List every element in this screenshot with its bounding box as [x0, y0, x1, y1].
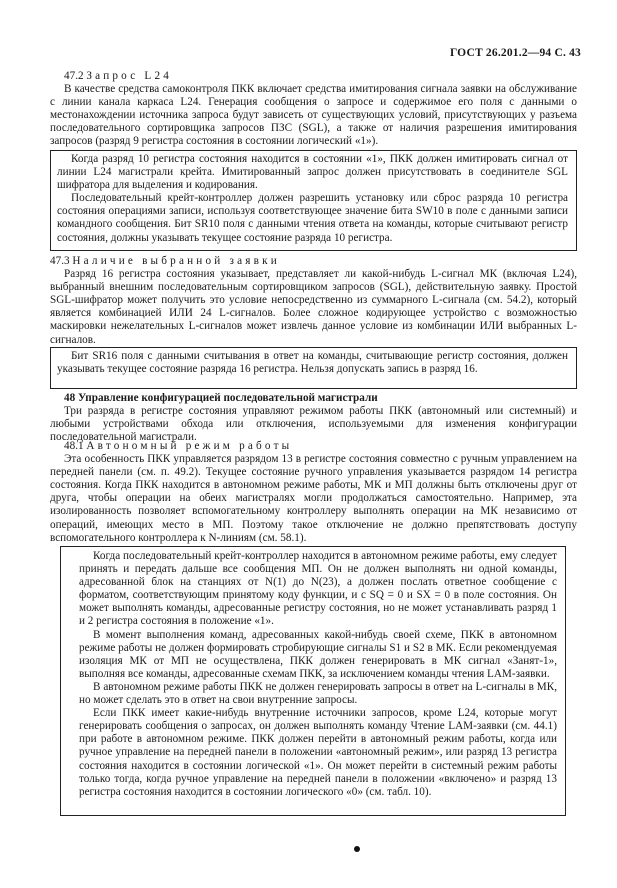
- section-48-title: 48 Управление конфигурацией последовательной магистрали: [64, 392, 378, 404]
- page-bullet-mark: [354, 846, 360, 852]
- requirement-48-1-4: Если ПКК имеет какие-нибудь внутренние источники запросов, кроме L24, которые могут генерировать сообщения о запросах, он должен выполнять команду Чтение LAM-заявки (см. 44.1) при работе в автономном режиме. ПКК должен перейти в автономный режим работы, когда или ручное управление на передней панели в положении «автономный режим», или разряд 13 регистра состояния находится в состоянии логической «1». Он может перейти в системный режим работы только тогда, когда ручное управление на передней панели в положении «включено» и разряд 13 регистра состояния находится в состоянии логического «0» (см. табл. 10).: [79, 707, 557, 798]
- section-48-1-heading: [50, 440, 577, 453]
- section-47-2-title: Запрос L24: [86, 70, 173, 82]
- section-48-1-number: 48.1: [64, 440, 84, 452]
- requirement-48-1-2: В момент выполнения команд, адресованных какой-нибудь своей схеме, ПКК в автономном режиме работы не должен формировать стробирующие сигналы S1 и S2 в МК. Если рекомендуемая изоляция МК от МП не осуществлена, ПКК должен генерировать в МК сигнал «Занят-1», выполняя все команды, адресованные схемам ПКК, за исключением команды чтения LAM-заявки.: [79, 628, 557, 680]
- section-48-1-title: Автономный режим работы: [86, 440, 293, 452]
- page-header: ГОСТ 26.201.2—94 С. 43: [449, 47, 581, 59]
- requirement-48-1-3: В автономном режиме работы ПКК не должен генерировать запросы в ответ на L-сигналы в МК, но может сделать это в ответ на свои внутренние запросы.: [79, 680, 557, 707]
- section-47-2-paragraph: В качестве средства самоконтроля ПКК включает средства имитирования сигнала заявки на обслуживание с линии канала каркаса L24. Генерация сообщения о запросе и содержимое его поля с данными о местонахождении источника запроса будут зависеть от существующих условий, присутствующих у разъема последовательного сортировщика запросов ПЗС (SGL), а также от наличия разрешения имитирования запросов (разряд 9 регистра состояния в состоянии логический «1»).: [50, 83, 577, 148]
- requirement-47-2-1: Когда разряд 10 регистра состояния находится в состоянии «1», ПКК должен имитировать сигнал от линии L24 магистрали крейта. Имитированный запрос должен присутствовать в соединителе SGL шифратора для выделения и кодирования.: [57, 153, 568, 192]
- requirement-48-1-1: Когда последовательный крейт-контроллер находится в автономном режиме работы, ему следует принять и передать дальше все сообщения МП. Он не должен выполнять ни одной команды, адресованной блок на станциях от N(1) до N(23), а должен послать ответное сообщение с форматом, соответствующим принятому коду функции, и с SQ = 0 и SX = 0 в поле состояния. Он может выполнять команды, адресованные регистру состояния, но не может устанавливать разряд 1 и 2 регистра состояния в положение «1».: [79, 550, 557, 628]
- section-47-3-number: 47.3: [50, 255, 70, 267]
- requirement-box-47-2: [50, 150, 577, 251]
- requirement-box-47-3: [50, 347, 577, 389]
- section-48: [50, 392, 577, 444]
- section-47-3-heading: [50, 255, 577, 268]
- section-47-3: [50, 255, 577, 347]
- requirement-box-48-1: [60, 546, 566, 816]
- section-48-1: [50, 440, 577, 545]
- section-48-paragraph: Три разряда в регистре состояния управляют режимом работы ПКК (автономный или системный) и любыми устройствами обхода или отключения, используемыми для изменения конфигурации последовательной магистрали.: [50, 405, 577, 444]
- section-47-2: [50, 70, 577, 149]
- section-48-1-paragraph: Эта особенность ПКК управляется разрядом 13 в регистре состояния совместно с ручным управлением на передней панели (см. п. 49.2). Текущее состояние ручного управления указывается разрядом 14 регистра состояния. Когда ПКК находится в автономном режиме работы, МК и МП должны быть отключены друг от друга, чтобы операции на обеих магистралях могли продолжаться самостоятельно. Например, эта изолированность позволяет вспомогательному контроллеру выполнять операции на МК независимо от операций, имеющих место в МП. Поэтому такое отключение не должно препятствовать доступу вспомогательного контроллера к N-линиям (см. 58.1).: [50, 453, 577, 544]
- requirement-47-2-2: Последовательный крейт-контроллер должен разрешить установку или сброс разряда 10 регистра состояния операциями записи, используя соответствующее значение бита SW10 в поле с данными записи командного сообщения. Бит SR10 поля с данными чтения ответа на команды, которые считывают регистр состояния, должны указывать текущее состояние разряда 10 регистра.: [57, 192, 568, 244]
- requirement-47-3: Бит SR16 поля с данными считывания в ответ на команды, считывающие регистр состояния, должен указывать текущее состояние разряда 16 регистра. Нельзя допускать запись в разряд 16.: [57, 350, 568, 376]
- section-47-3-paragraph: Разряд 16 регистра состояния указывает, представляет ли какой-нибудь L-сигнал МК (включая L24), выбранный внешним последовательным сортировщиком запросов (SGL), действительную заявку. Простой SGL-шифратор может получить это условие непосредственно из суммарного L-сигнала (см. 54.2), который является комбинацией ИЛИ 24 L-сигналов. Более сложное кодирующее устройство с возможностью маскировки нежелательных L-сигналов может извлечь данное условие из комбинации ИЛИ выбранных L-сигналов.: [50, 268, 577, 346]
- section-47-2-number: 47.2: [64, 70, 84, 82]
- section-47-3-title: Наличие выбранной заявки: [72, 255, 280, 267]
- section-47-2-heading: [50, 70, 577, 83]
